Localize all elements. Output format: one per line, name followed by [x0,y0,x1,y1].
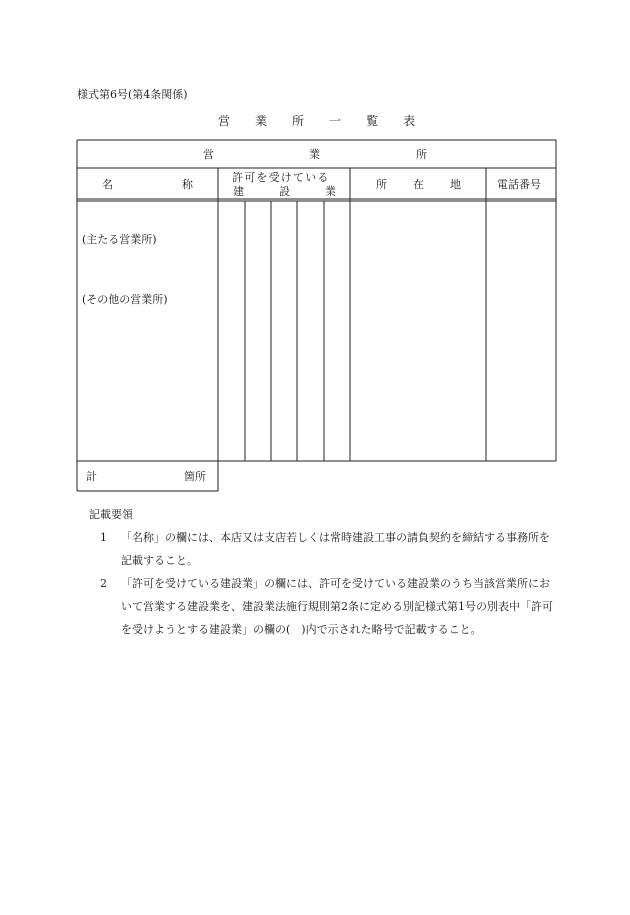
column-header-name-char: 名 [102,178,113,191]
column-header-location-char: 所 [376,178,387,191]
total-unit-label: 箇所 [184,470,206,483]
instruction-item [75,572,555,641]
title-char: 業 [255,114,268,128]
column-header-license-char: 設 [279,185,290,198]
column-header-name-char: 称 [182,178,193,191]
row-label-main-office: (主たる営業所) [82,233,157,246]
column-header-license-char: 建 [233,185,244,198]
form-number: 様式第6号(第4条関係) [77,88,188,101]
row-label-other-office: (その他の営業所) [82,293,168,306]
column-header-license-char: 業 [325,185,336,198]
title-char: 営 [218,114,231,128]
title-char: 一 [329,114,342,128]
instruction-number: 1 [100,531,107,544]
total-label: 計 [86,470,97,483]
group-header-char: 業 [309,148,320,161]
column-header-license-line1: 許可を受けている [232,171,330,184]
instruction-text: 「許可を受けている建設業」の欄には、許可を受けている建設業のうち当該営業所において営業する建設業を、建設業法施行規則第2条に定める別記様式第1号の別表中「許可を受けようとする建設業」の欄の( )内で示された略号で記載すること。 [121,577,553,636]
title-char: 所 [292,114,305,128]
instruction-number: 2 [100,577,107,590]
instructions-heading: 記載要領 [89,508,133,521]
title-char: 表 [403,114,416,128]
group-header-char: 所 [416,148,427,161]
group-header-char: 営 [203,148,214,161]
column-header-phone: 電話番号 [497,178,541,191]
instruction-text: 「名称」の欄には、本店又は支店若しくは常時建設工事の請負契約を締結する事務所を記載すること。 [121,531,550,567]
column-header-location-char: 在 [413,178,424,191]
title-char: 覧 [366,114,379,128]
column-header-location-char: 地 [450,178,461,191]
instruction-item [75,526,555,572]
